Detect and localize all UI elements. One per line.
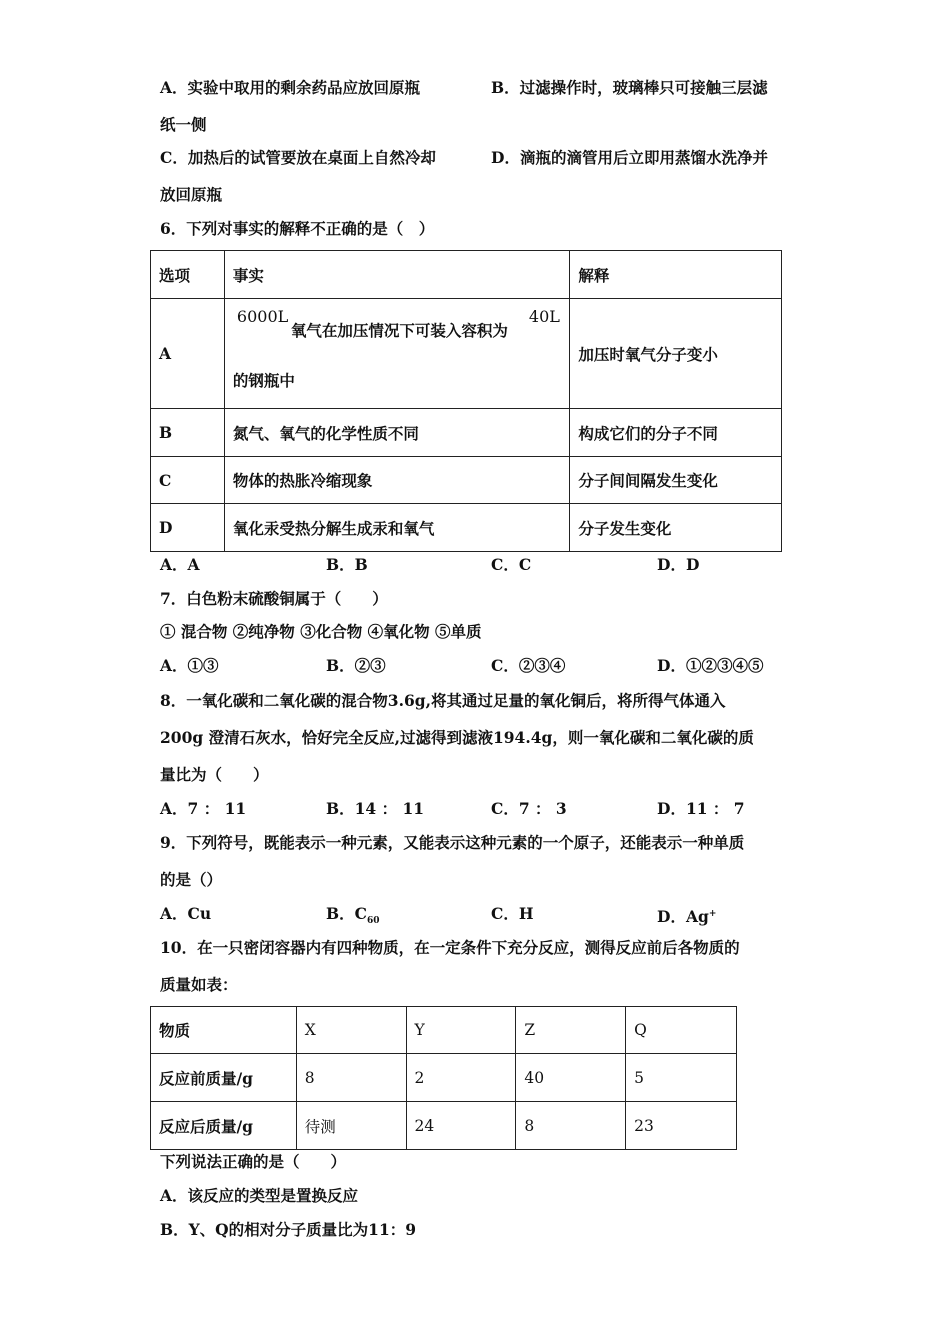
table-cell: 8 [296,1054,406,1102]
table-header-cell: Z [516,1007,626,1054]
q9-option-d-superscript: + [708,909,717,919]
q5-option-a: A．实验中取用的剩余药品应放回原瓶 [160,78,421,97]
q9-option-b-subscript: 60 [366,916,380,927]
row-label-cell: 反应前质量/g [151,1054,297,1102]
q10-table [150,1006,737,1150]
q7-option-b: B．②③ [326,656,386,675]
table-cell: 待测 [296,1102,406,1150]
q9-option-c: C．H [491,904,534,923]
q6-option-d: D．D [657,555,700,574]
table-row [151,504,782,552]
q10-prompt: 下列说法正确的是（ ） [160,1152,347,1171]
table-cell: 8 [516,1102,626,1150]
q6-option-b: B．B [326,555,368,574]
fact-text: 氧气在加压情况下可装入容积为 [290,321,508,340]
fact-cell [224,299,569,409]
q9-question-line1: 9．下列符号，既能表示一种元素，又能表示这种元素的一个原子，还能表示一种单质 [160,833,745,852]
table-cell: 23 [626,1102,737,1150]
table-header-cell: 选项 [151,251,225,299]
explain-cell: 分子发生变化 [570,504,782,552]
option-cell: B [151,409,225,457]
explain-cell: 分子间间隔发生变化 [570,457,782,504]
fact-cell: 氮气、氧气的化学性质不同 [224,409,569,457]
q10-option-b: B．Y、Q的相对分子质量比为11：9 [160,1220,417,1239]
table-row [151,409,782,457]
q9-option-b-text: B．C [326,904,367,923]
fact-text-cont: 的钢瓶中 [232,371,295,390]
q9-option-d [657,904,716,927]
q8-option-d: D．11 ： 7 [657,799,745,818]
q10-question-line2: 质量如表： [160,975,238,994]
row-label-cell: 反应后质量/g [151,1102,297,1150]
table-header-cell: Q [626,1007,737,1054]
table-header-cell: 事实 [224,251,569,299]
table-cell: 5 [626,1054,737,1102]
q7-question: 7．白色粉末硫酸铜属于（ ） [160,589,388,608]
q7-option-a: A．①③ [160,656,219,675]
q6-table [150,250,782,552]
q8-question-line2: 200g 澄清石灰水，恰好完全反应,过滤得到滤液194.4g，则一氧化碳和二氧化碳的质 [160,728,754,747]
q6-option-a: A．A [160,555,200,574]
table-header-row [151,1007,737,1054]
table-header-cell: X [296,1007,406,1054]
table-cell: 2 [406,1054,516,1102]
q9-option-b [326,904,379,931]
table-cell: 40 [516,1054,626,1102]
q8-option-c: C．7 ： 3 [491,799,567,818]
q5-option-d-cont: 放回原瓶 [160,185,223,204]
table-header-cell: Y [406,1007,516,1054]
table-cell: 24 [406,1102,516,1150]
volume-40l: 40L [528,307,560,326]
table-header-cell: 物质 [151,1007,297,1054]
q9-question-line2: 的是（） [160,870,223,889]
fact-cell: 氧化汞受热分解生成汞和氧气 [224,504,569,552]
q5-option-b: B．过滤操作时，玻璃棒只可接触三层滤 [491,78,768,97]
q7-choices: ① 混合物 ②纯净物 ③化合物 ④氧化物 ⑤单质 [160,622,482,641]
q8-option-b: B．14 ： 11 [326,799,425,818]
option-cell: A [151,299,225,409]
option-cell: C [151,457,225,504]
q6-question: 6．下列对事实的解释不正确的是（ ） [160,219,435,238]
q5-option-b-cont: 纸一侧 [160,115,207,134]
explain-cell: 加压时氧气分子变小 [570,299,782,409]
q9-option-a: A．Cu [160,904,212,923]
table-row [151,299,782,409]
q8-question-line3: 量比为（ ） [160,765,269,784]
q10-option-a: A．该反应的类型是置换反应 [160,1186,359,1205]
volume-6000l: 6000L [236,307,289,326]
explain-cell: 构成它们的分子不同 [570,409,782,457]
table-row [151,1102,737,1150]
q5-option-c: C．加热后的试管要放在桌面上自然冷却 [160,148,436,167]
q7-option-d: D．①②③④⑤ [657,656,764,675]
q5-option-d: D．滴瓶的滴管用后立即用蒸馏水洗净并 [491,148,768,167]
table-header-cell: 解释 [570,251,782,299]
table-row [151,1054,737,1102]
q8-question-line1: 8．一氧化碳和二氧化碳的混合物3.6g,将其通过足量的氧化铜后，将所得气体通入 [160,691,726,710]
table-header-row [151,251,782,299]
q7-option-c: C．②③④ [491,656,566,675]
q9-option-d-text: D．Ag [657,907,709,927]
fact-cell: 物体的热胀冷缩现象 [224,457,569,504]
option-cell: D [151,504,225,552]
q10-question-line1: 10．在一只密闭容器内有四种物质，在一定条件下充分反应，测得反应前后各物质的 [160,938,740,957]
table-row [151,457,782,504]
q6-option-c: C．C [491,555,532,574]
q8-option-a: A．7 ： 11 [160,799,247,818]
